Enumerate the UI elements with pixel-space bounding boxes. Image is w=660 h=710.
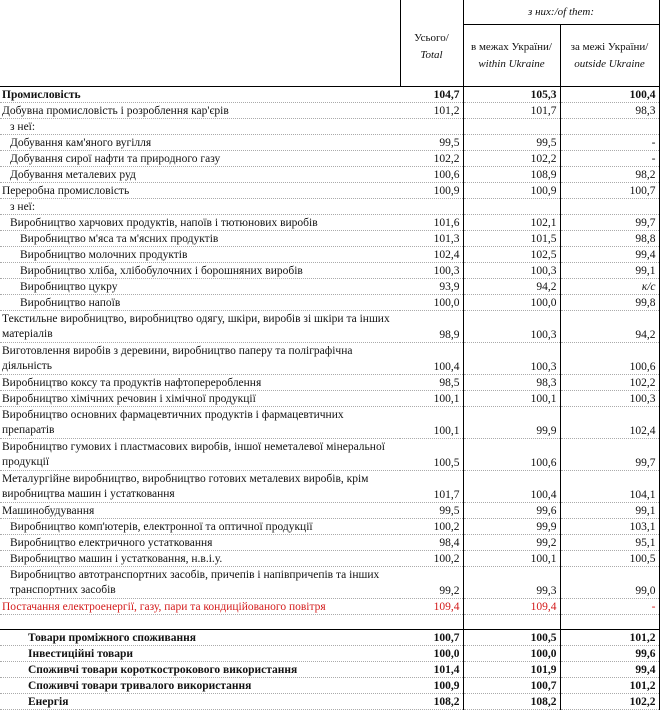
value-total: 100,0 (400, 646, 463, 662)
value-within: 100,0 (463, 295, 560, 311)
table-row (0, 295, 659, 311)
value-within: 108,2 (463, 694, 560, 710)
table-row (0, 407, 659, 439)
value-outside (560, 119, 659, 135)
row-label: Виробництво коксу та продуктів нафтоперероблення (0, 375, 400, 391)
value-total: 101,4 (400, 662, 463, 678)
value-outside: 100,5 (560, 551, 659, 567)
row-label: Промисловість (0, 87, 400, 103)
value-within: 100,6 (463, 439, 560, 471)
table-row (0, 135, 659, 151)
table-row (0, 439, 659, 471)
header-within (463, 25, 560, 87)
row-label: Виробництво м'яса та м'ясних продуктів (0, 231, 400, 247)
value-outside: 99,4 (560, 662, 659, 678)
value-within: 108,9 (463, 167, 560, 183)
value-outside: 99,0 (560, 567, 659, 599)
table-row (0, 694, 659, 710)
value-total: 100,2 (400, 519, 463, 535)
value-within: 99,6 (463, 503, 560, 519)
table-row (0, 103, 659, 119)
header-total-ua: Усього/ (414, 32, 449, 44)
value-total: 108,2 (400, 694, 463, 710)
row-label: Добування кам'яного вугілля (0, 135, 400, 151)
table-row (0, 231, 659, 247)
row-label: Текстильне виробництво, виробництво одягу, шкіри, виробів зі шкіри та інших матеріалів (0, 311, 400, 343)
value-outside: 98,2 (560, 167, 659, 183)
table-row (0, 311, 659, 343)
row-label: Споживчі товари тривалого використання (0, 678, 400, 694)
value-total: 100,5 (400, 439, 463, 471)
row-label: Споживчі товари короткострокового використання (0, 662, 400, 678)
value-within: 101,7 (463, 103, 560, 119)
value-outside: 103,1 (560, 519, 659, 535)
table-row (0, 519, 659, 535)
row-label: Виробництво гумових і пластмасових виробів, іншої неметалевої мінеральної продукції (0, 439, 400, 471)
table-row (0, 119, 659, 135)
value-outside: 98,8 (560, 231, 659, 247)
value-within: 101,9 (463, 662, 560, 678)
value-within: 102,2 (463, 151, 560, 167)
value-total: 100,0 (400, 295, 463, 311)
table-row (0, 263, 659, 279)
table-row (0, 151, 659, 167)
table-row (0, 375, 659, 391)
table-row (0, 391, 659, 407)
value-within: 100,7 (463, 678, 560, 694)
value-total: 98,4 (400, 535, 463, 551)
table-row (0, 183, 659, 199)
row-label: Виробництво основних фармацевтичних продуктів і фармацевтичних препаратів (0, 407, 400, 439)
header-outside-en: outside Ukraine (574, 57, 645, 70)
value-total: 100,9 (400, 678, 463, 694)
row-label: Добування металевих руд (0, 167, 400, 183)
value-total (400, 199, 463, 215)
value-within: 100,3 (463, 311, 560, 343)
row-label: Переробна промисловість (0, 183, 400, 199)
value-within: 99,5 (463, 135, 560, 151)
value-outside: 100,3 (560, 391, 659, 407)
value-outside: 94,2 (560, 311, 659, 343)
value-outside: 102,2 (560, 694, 659, 710)
value-within: 105,3 (463, 87, 560, 103)
value-within: 99,9 (463, 519, 560, 535)
value-total: 101,6 (400, 215, 463, 231)
value-total: 109,4 (400, 599, 463, 615)
value-within: 94,2 (463, 279, 560, 295)
row-label: Виробництво харчових продуктів, напоїв і тютюнових виробів (0, 215, 400, 231)
row-label: Машинобудування (0, 503, 400, 519)
value-outside: 100,7 (560, 183, 659, 199)
row-label: Металургійне виробництво, виробництво готових металевих виробів, крім виробництва машин і устатковання (0, 471, 400, 503)
value-total: 100,2 (400, 551, 463, 567)
empty-cell (463, 615, 560, 630)
table-row (0, 646, 659, 662)
empty-cell (0, 615, 400, 630)
value-within (463, 199, 560, 215)
value-outside: 102,4 (560, 407, 659, 439)
value-outside: 99,7 (560, 215, 659, 231)
value-within: 101,5 (463, 231, 560, 247)
row-label: Добування сирої нафти та природного газу (0, 151, 400, 167)
value-outside: - (560, 151, 659, 167)
row-label: Постачання електроенергії, газу, пари та кондиційованого повітря (0, 599, 400, 615)
row-label: Виробництво автотранспортних засобів, причепів і напівпричепів та інших транспортних засобів (0, 567, 400, 599)
table-row (0, 87, 659, 103)
row-label: Виготовлення виробів з деревини, виробництво паперу та поліграфічна діяльність (0, 343, 400, 375)
value-total: 101,7 (400, 471, 463, 503)
row-label: Інвестиційні товари (0, 646, 400, 662)
table-row (0, 615, 659, 630)
value-within: 99,9 (463, 407, 560, 439)
row-label: Виробництво цукру (0, 279, 400, 295)
value-within: 100,5 (463, 630, 560, 646)
value-outside: 99,8 (560, 295, 659, 311)
row-label: Добувна промисловість і розроблення кар'єрів (0, 103, 400, 119)
value-within: 99,2 (463, 535, 560, 551)
value-within: 102,1 (463, 215, 560, 231)
table-row (0, 630, 659, 646)
value-total: 99,2 (400, 567, 463, 599)
value-total (400, 119, 463, 135)
value-outside: 99,4 (560, 247, 659, 263)
header-total-en: Total (420, 49, 443, 61)
row-label: Виробництво комп'ютерів, електронної та оптичної продукції (0, 519, 400, 535)
table-row (0, 599, 659, 615)
value-within: 109,4 (463, 599, 560, 615)
value-outside: 95,1 (560, 535, 659, 551)
value-within (463, 119, 560, 135)
row-label: Виробництво молочних продуктів (0, 247, 400, 263)
value-outside: 99,7 (560, 439, 659, 471)
row-label: з неї: (0, 119, 400, 135)
value-total: 100,3 (400, 263, 463, 279)
value-outside: 100,6 (560, 343, 659, 375)
value-within: 102,5 (463, 247, 560, 263)
value-outside: 104,1 (560, 471, 659, 503)
value-outside: 99,6 (560, 646, 659, 662)
value-total: 98,5 (400, 375, 463, 391)
value-outside: 102,2 (560, 375, 659, 391)
empty-cell (560, 615, 659, 630)
header-outside (560, 25, 659, 87)
value-within: 100,1 (463, 391, 560, 407)
table-row (0, 215, 659, 231)
table-row (0, 343, 659, 375)
value-total: 102,4 (400, 247, 463, 263)
header-outside-ua: за межі України/ (570, 40, 649, 53)
value-total: 98,9 (400, 311, 463, 343)
table-row (0, 247, 659, 263)
value-total: 99,5 (400, 503, 463, 519)
value-outside: - (560, 135, 659, 151)
table-row (0, 167, 659, 183)
value-outside: 98,3 (560, 103, 659, 119)
value-total: 104,7 (400, 87, 463, 103)
row-label: Товари проміжного споживання (0, 630, 400, 646)
header-blank (0, 0, 400, 87)
value-total: 102,2 (400, 151, 463, 167)
value-within: 99,3 (463, 567, 560, 599)
value-total: 100,9 (400, 183, 463, 199)
table-row (0, 279, 659, 295)
header-of-them: з них:/of them: (463, 0, 659, 25)
header-total (400, 0, 463, 87)
row-label: Виробництво хліба, хлібобулочних і борошняних виробів (0, 263, 400, 279)
row-label: Енергія (0, 694, 400, 710)
value-within: 100,1 (463, 551, 560, 567)
value-total: 101,3 (400, 231, 463, 247)
row-label: з неї: (0, 199, 400, 215)
value-total: 99,5 (400, 135, 463, 151)
value-within: 98,3 (463, 375, 560, 391)
header-within-ua: в межах України/ (471, 40, 552, 53)
value-total: 100,1 (400, 391, 463, 407)
row-label: Виробництво машин і устатковання, н.в.і.у. (0, 551, 400, 567)
value-total: 100,1 (400, 407, 463, 439)
value-within: 100,3 (463, 343, 560, 375)
value-within: 100,4 (463, 471, 560, 503)
table-row (0, 551, 659, 567)
row-label: Виробництво електричного устатковання (0, 535, 400, 551)
row-label: Виробництво напоїв (0, 295, 400, 311)
value-within: 100,3 (463, 263, 560, 279)
value-within: 100,0 (463, 646, 560, 662)
value-outside: 99,1 (560, 263, 659, 279)
header-within-en: within Ukraine (478, 57, 545, 70)
value-outside: к/с (560, 279, 659, 295)
value-total: 100,7 (400, 630, 463, 646)
value-outside: 100,4 (560, 87, 659, 103)
value-outside: - (560, 599, 659, 615)
table-row (0, 567, 659, 599)
value-total: 101,2 (400, 103, 463, 119)
value-total: 100,6 (400, 167, 463, 183)
value-outside: 101,2 (560, 678, 659, 694)
table-row (0, 503, 659, 519)
value-outside: 99,1 (560, 503, 659, 519)
value-outside (560, 199, 659, 215)
value-within: 100,9 (463, 183, 560, 199)
row-label: Виробництво хімічних речовин і хімічної продукції (0, 391, 400, 407)
table-row (0, 662, 659, 678)
header-row-top (0, 0, 659, 25)
table-row (0, 471, 659, 503)
table-row (0, 535, 659, 551)
value-total: 100,4 (400, 343, 463, 375)
value-total: 93,9 (400, 279, 463, 295)
table-row (0, 678, 659, 694)
table-row (0, 199, 659, 215)
value-outside: 101,2 (560, 630, 659, 646)
empty-cell (400, 615, 463, 630)
